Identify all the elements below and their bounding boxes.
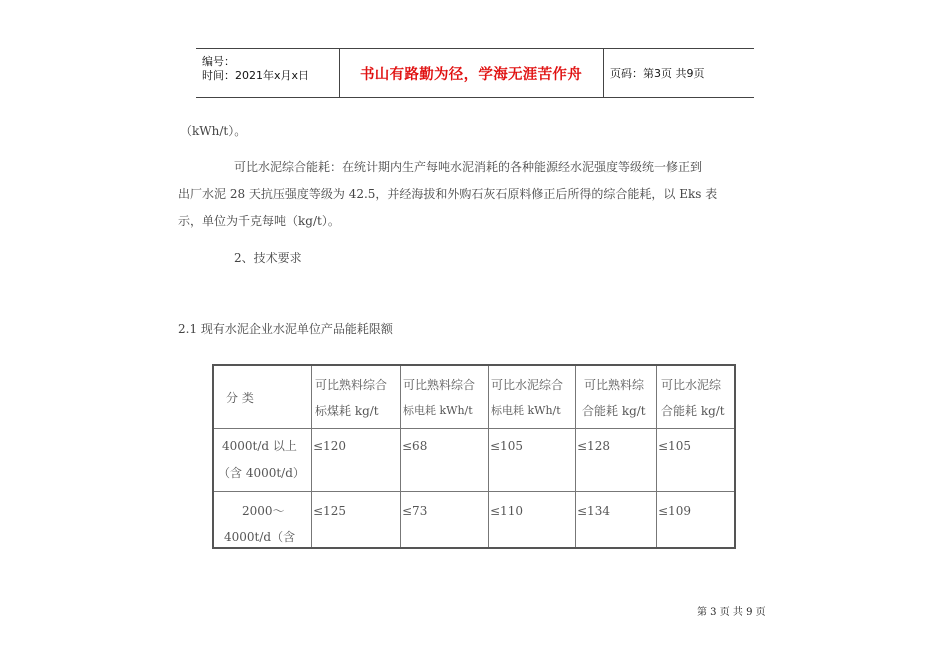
table-row2-category-line2: 4000t/d（含 <box>224 530 296 544</box>
table-row2-value3: ≤110 <box>490 504 523 518</box>
table-row1-value3: ≤105 <box>490 439 523 453</box>
table-row2-value1: ≤125 <box>313 504 346 518</box>
document-time-label: 时间：2021年x月x日 <box>202 69 310 82</box>
table-row1-value5: ≤105 <box>658 439 691 453</box>
section-heading-2-1: 2.1 现有水泥企业水泥单位产品能耗限额 <box>178 322 393 336</box>
table-header-category: 分 类 <box>226 391 254 405</box>
table-header-col5-line2: 合能耗 kg/t <box>661 404 725 418</box>
table-row2-value2: ≤73 <box>402 504 428 518</box>
table-header-col1-line1: 可比熟料综合 <box>315 378 388 392</box>
table-header-col3-line1: 可比水泥综合 <box>491 378 564 392</box>
table-header-col2-line2: 标电耗 kWh/t <box>403 404 473 417</box>
paragraph-line-2: 出厂水泥 28 天抗压强度等级为 42.5，并经海拔和外购石灰石原料修正后所得的综合能耗，以 Eks 表 <box>178 187 718 201</box>
page-footer: 第 3 页 共 9 页 <box>697 607 766 618</box>
table-header-col4-line1: 可比熟料综 <box>584 378 645 392</box>
table-row2-value4: ≤134 <box>577 504 610 518</box>
table-row1-value2: ≤68 <box>402 439 428 453</box>
header-meta-cell <box>196 49 340 97</box>
table-row1-value1: ≤120 <box>313 439 346 453</box>
table-header-col3-line2: 标电耗 kWh/t <box>491 404 561 417</box>
unit-line: （kWh/t）。 <box>180 124 247 138</box>
table-header-col2-line1: 可比熟料综合 <box>403 378 476 392</box>
energy-limit-table <box>212 364 736 549</box>
table-row1-category-line1: 4000t/d 以上 <box>222 439 297 453</box>
table-header-col5-line1: 可比水泥综 <box>661 378 722 392</box>
paragraph-line-1: 可比水泥综合能耗：在统计期内生产每吨水泥消耗的各种能源经水泥强度等级统一修正到 <box>234 160 703 174</box>
paragraph-line-3: 示，单位为千克每吨（kg/t）。 <box>178 214 340 228</box>
table-row1-category-line2: （含 4000t/d） <box>218 466 305 480</box>
document-number-label: 编号： <box>202 55 235 68</box>
table-row2-category-line1: 2000～ <box>242 504 285 518</box>
page-header <box>196 48 754 98</box>
header-slogan: 书山有路勤为径，学海无涯苦作舟 <box>339 49 604 97</box>
table-header-col1-line2: 标煤耗 kg/t <box>315 404 379 418</box>
table-row2-value5: ≤109 <box>658 504 691 518</box>
section-heading-2: 2、技术要求 <box>234 251 302 265</box>
table-header-col4-line2: 合能耗 kg/t <box>582 404 646 418</box>
table-row1-value4: ≤128 <box>577 439 610 453</box>
header-page-label: 页码：第3页 共9页 <box>610 67 705 80</box>
